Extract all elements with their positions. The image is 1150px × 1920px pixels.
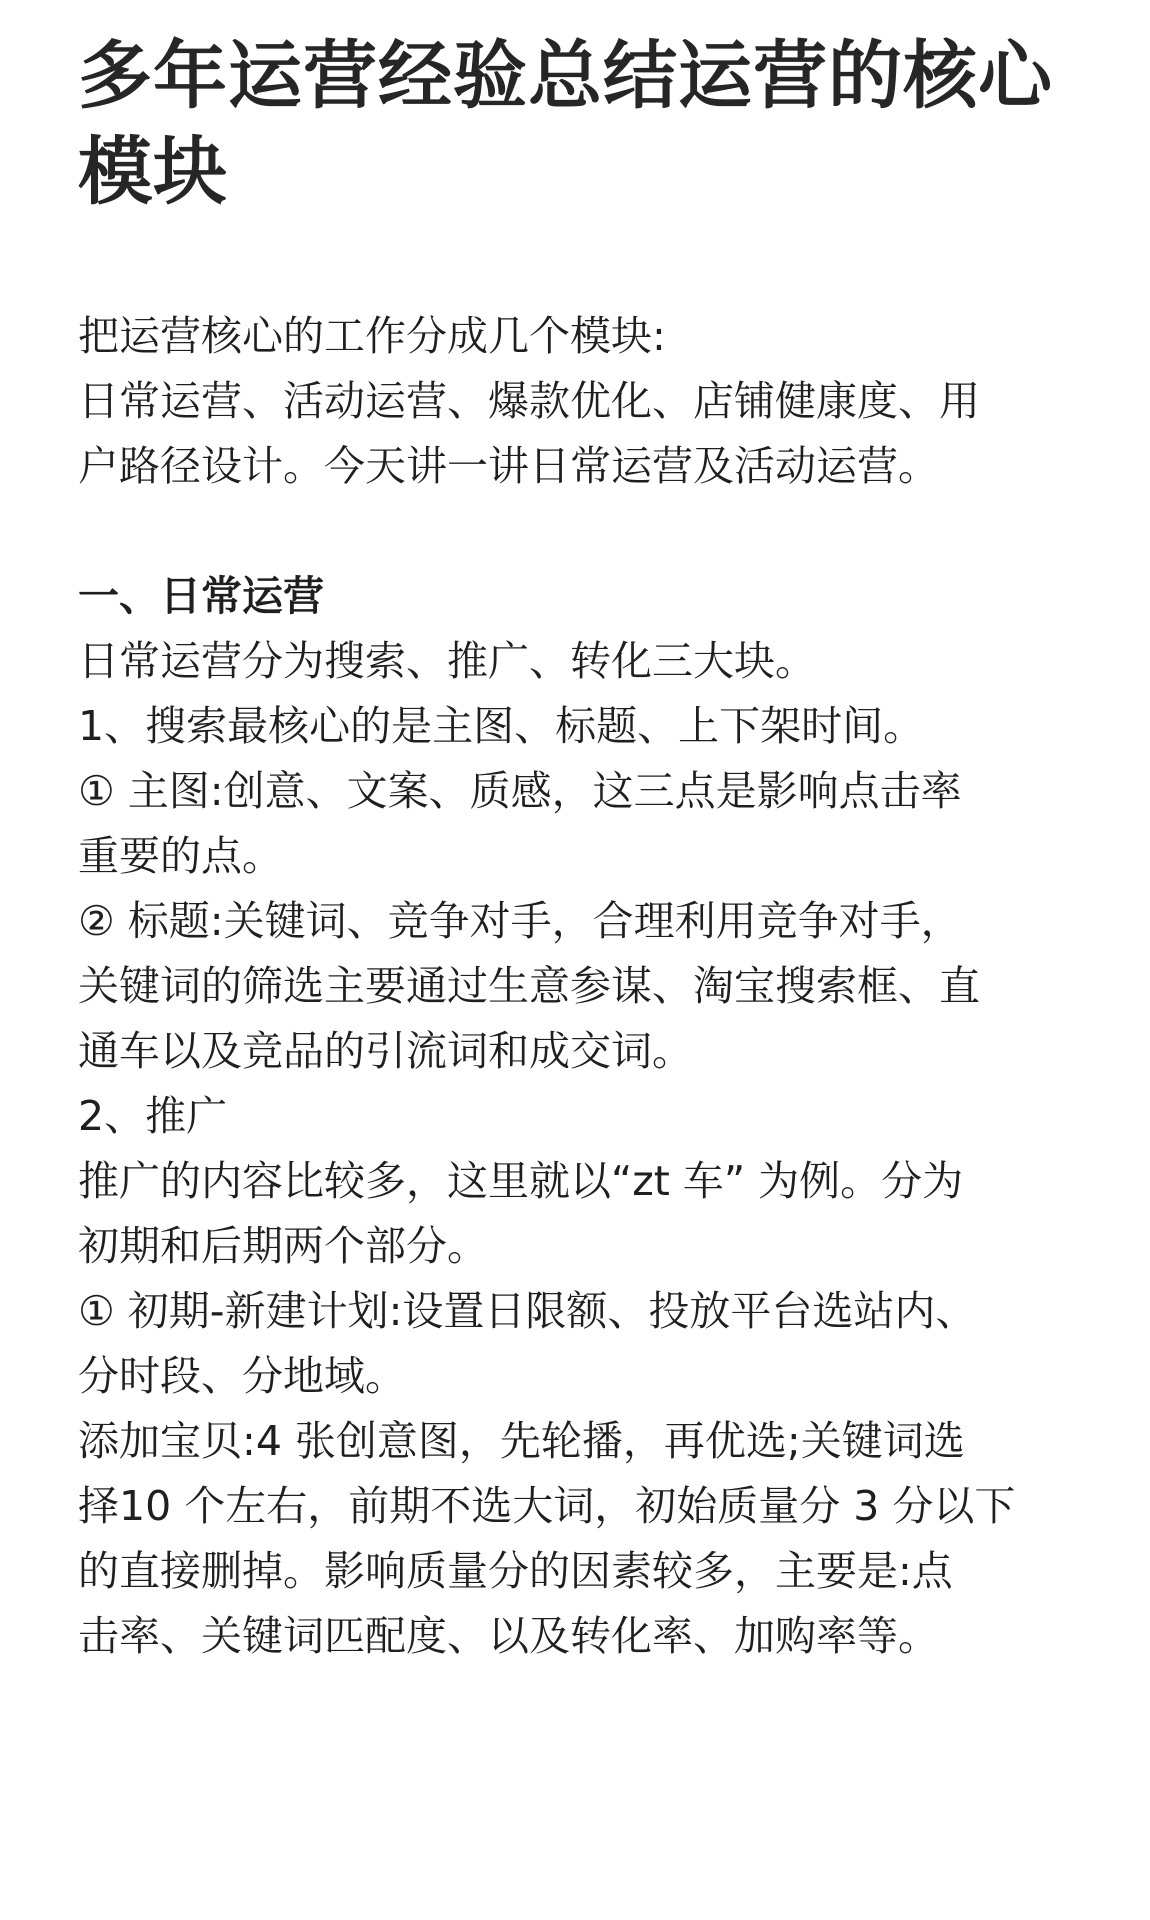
section1-line-4: 重要的点。 — [78, 832, 283, 880]
section1-line-6: 关键词的筛选主要通过生意参谋、淘宝搜索框、直 — [78, 962, 980, 1010]
section1-line-12: 分时段、分地域。 — [78, 1352, 406, 1400]
section1-line-13: 添加宝贝:4 张创意图，先轮播，再优选;关键词选 — [78, 1417, 965, 1465]
section1-line-5: ② 标题:关键词、竞争对手，合理利用竞争对手， — [78, 897, 962, 945]
section1-line-8: 2、推广 — [78, 1092, 228, 1140]
section1-line-7: 通车以及竞品的引流词和成交词。 — [78, 1027, 693, 1075]
article-title — [78, 28, 1078, 220]
intro-line-2: 日常运营、活动运营、爆款优化、店铺健康度、用 — [78, 377, 980, 425]
section1-line-11: ① 初期-新建计划:设置日限额、投放平台选站内、 — [78, 1287, 977, 1335]
paragraph-spacer — [78, 499, 1078, 564]
title-line-1: 多年运营经验总结运营的核心 — [78, 33, 1053, 119]
section-heading-daily-ops: 一、日常运营 — [78, 572, 324, 620]
section1-line-10: 初期和后期两个部分。 — [78, 1222, 488, 1270]
section1-line-9: 推广的内容比较多，这里就以“zt 车” 为例。分为 — [78, 1157, 964, 1205]
section1-line-3: ① 主图:创意、文案、质感，这三点是影响点击率 — [78, 767, 962, 815]
article-body — [78, 304, 1078, 1669]
intro-line-1: 把运营核心的工作分成几个模块: — [78, 312, 666, 360]
section1-line-15: 的直接删掉。影响质量分的因素较多，主要是:点 — [78, 1547, 953, 1595]
intro-line-3: 户路径设计。今天讲一讲日常运营及活动运营。 — [78, 442, 939, 490]
section1-line-14: 择10 个左右，前期不选大词，初始质量分 3 分以下 — [78, 1482, 1016, 1530]
title-line-2: 模块 — [78, 129, 228, 215]
section1-line-1: 日常运营分为搜索、推广、转化三大块。 — [78, 637, 816, 685]
section1-line-2: 1、搜索最核心的是主图、标题、上下架时间。 — [78, 702, 925, 750]
section1-line-16: 击率、关键词匹配度、以及转化率、加购率等。 — [78, 1612, 939, 1660]
